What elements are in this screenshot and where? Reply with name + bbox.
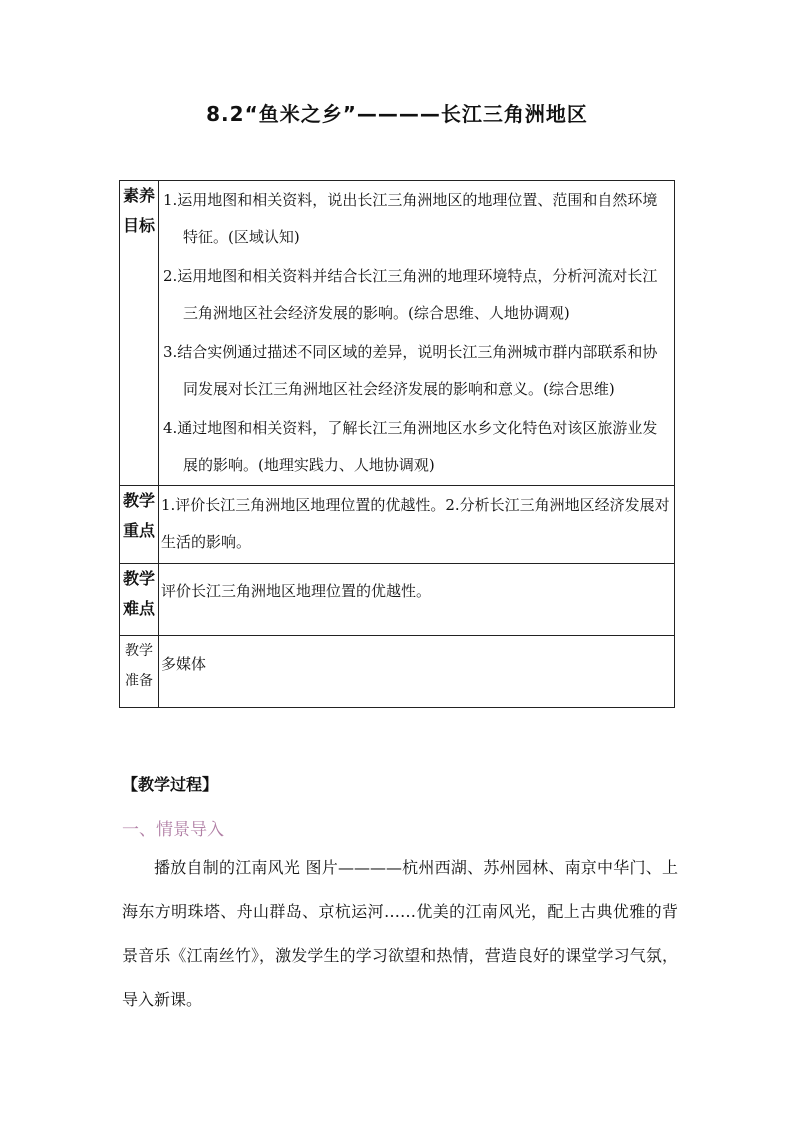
objective-item: 1.运用地图和相关资料，说出长江三角洲地区的地理位置、范围和自然环境特征。(区域认知): [163, 191, 658, 246]
preparation-text: 多媒体: [161, 655, 207, 673]
step1-paragraph: 播放自制的江南风光 图片————杭州西湖、苏州园林、南京中华门、上海东方明珠塔、舟山群岛、京杭运河……优美的江南风光，配上古典优雅的背景音乐《江南丝竹》，激发学生的学习欲望和热情，营造良好的课堂学习气氛，导入新课。: [122, 858, 678, 1009]
difficulties-row: [120, 564, 675, 636]
objectives-content: [159, 181, 675, 486]
step1-heading: 一、情景导入: [122, 820, 224, 840]
difficulties-label: [120, 564, 159, 636]
preparation-label: [120, 636, 159, 708]
objectives-label-line1: 素养: [122, 186, 155, 205]
objective-item: 4.通过地图和相关资料，了解长江三角洲地区水乡文化特色对该区旅游业发展的影响。(地理实践力、人地协调观): [163, 419, 658, 474]
objective-item: 3.结合实例通过描述不同区域的差异，说明长江三角洲城市群内部联系和协同发展对长江三角洲地区社会经济发展的影响和意义。(综合思维): [163, 343, 658, 398]
preparation-content: [159, 636, 675, 708]
preparation-label-line1: 教学: [125, 643, 153, 659]
key-points-row: [120, 486, 675, 564]
objective-item: 2.运用地图和相关资料并结合长江三角洲的地理环境特点，分析河流对长江三角洲地区社会经济发展的影响。(综合思维、人地协调观): [163, 267, 658, 322]
key-points-label-line2: 重点: [122, 521, 155, 540]
objectives-label-line2: 目标: [122, 216, 155, 235]
difficulties-text: 评价长江三角洲地区地理位置的优越性。: [161, 582, 432, 600]
document-title: 8.2“鱼米之乡”————长江三角洲地区: [206, 102, 588, 126]
preparation-row: [120, 636, 675, 708]
objectives-row: [120, 181, 675, 486]
difficulties-content: [159, 564, 675, 636]
key-points-content: [159, 486, 675, 564]
key-points-label: [120, 486, 159, 564]
difficulties-label-line2: 难点: [122, 599, 155, 618]
teaching-process-heading: 【教学过程】: [122, 775, 219, 794]
preparation-label-line2: 准备: [125, 673, 153, 689]
lesson-plan-table: [119, 180, 675, 708]
key-points-label-line1: 教学: [122, 491, 155, 510]
objectives-label: [120, 181, 159, 486]
difficulties-label-line1: 教学: [122, 569, 155, 588]
key-points-text: 1.评价长江三角洲地区地理位置的优越性。2.分析长江三角洲地区经济发展对生活的影响。: [161, 496, 670, 551]
